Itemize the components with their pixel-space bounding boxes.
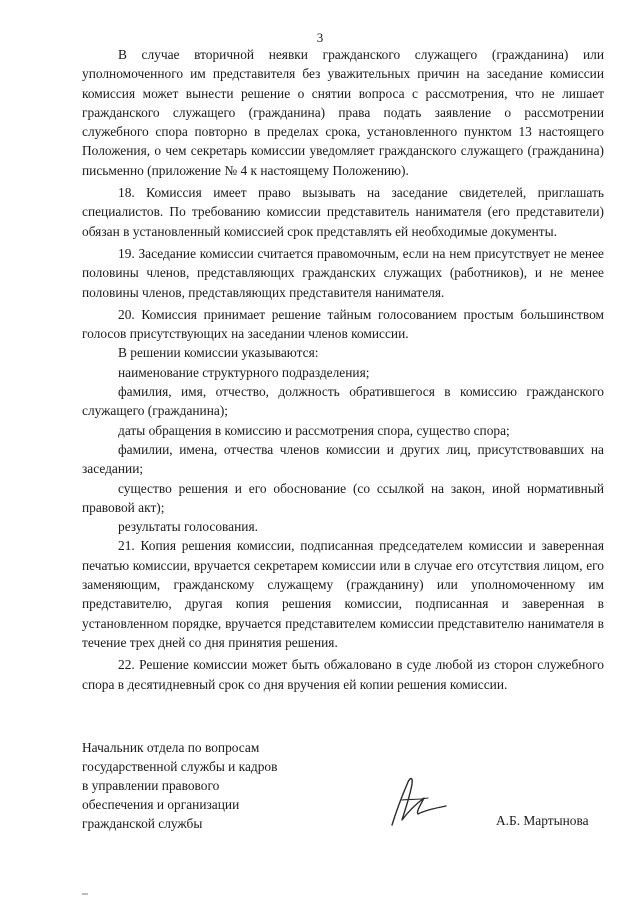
decision-item-substance: существо решения и его обоснование (со ссылкой на закон, иной нормативный правовой акт); [82, 480, 604, 515]
page-number: 3 [316, 30, 324, 45]
signatory-name: А.Б. Мартынова [496, 813, 589, 828]
signatory-title-line: государственной службы и кадров [82, 759, 278, 774]
paragraph-19: 19. Заседание комиссии считается правомочным, если на нем присутствует не менее половины членов, представляющих гражданских служащих (работников), и не менее половины членов, представляющих представителя нанимателя. [82, 245, 604, 300]
decision-item-department: наименование структурного подразделения; [118, 364, 370, 380]
scan-mark [82, 893, 88, 895]
handwritten-signature-icon [372, 770, 452, 830]
paragraph-18: 18. Комиссия имеет право вызывать на заседание свидетелей, приглашать специалистов. По требованию комиссии представитель нанимателя (его представители) обязан в установленный комиссией срок представлять ей необходимые документы. [82, 185, 604, 239]
decision-contents-heading: В решении комиссии указываются: [118, 345, 319, 361]
signatory-title-line: Начальник отдела по вопросам [82, 740, 260, 755]
paragraph-20: 20. Комиссия принимает решение тайным голосованием простым большинством голосов присутствующих на заседании членов комиссии. [82, 306, 604, 342]
signatory-title-line: обеспечения и организации [82, 797, 240, 812]
signatory-title [82, 738, 332, 833]
paragraph-21: 21. Копия решения комиссии, подписанная председателем комиссии и заверенная печатью комиссии, вручается секретарем комиссии или в случае его отсутствия лицом, его заменяющим, гражданскому служащему (гражданину) или уполномоченному им представителю, другая копия решения комиссии, подписанная и заверенная в установленном порядке, вручается представителем комиссии представителю нанимателя в течение трех дней со дня принятия решения. [82, 538, 604, 650]
decision-item-vote: результаты голосования. [118, 519, 258, 535]
signatory-title-line: в управлении правового [82, 778, 220, 793]
paragraph-22: 22. Решение комиссии может быть обжаловано в суде любой из сторон служебного спора в десятидневный срок со дня вручения ей копии решения комиссии. [82, 657, 604, 692]
decision-item-dates: даты обращения в комиссию и рассмотрения спора, существо спора; [118, 422, 510, 438]
document-body [82, 45, 604, 694]
paragraph-second-absence: В случае вторичной неявки гражданского служащего (гражданина) или уполномоченного им представителя без уважительных причин на заседание комиссии комиссия может вынести решение о снятии вопроса с рассмотрения, что не лишает гражданского служащего (гражданина) права подать заявление о рассмотрении служебного спора повторно в пределах срока, установленного пунктом 13 настоящего Положения, о чем секретарь комиссии уведомляет гражданского служащего (гражданина) письменно (приложение № 4 к настоящему Положению). [82, 47, 604, 178]
decision-item-applicant: фамилия, имя, отчество, должность обратившегося в комиссию гражданского служащего (гражданина); [82, 384, 604, 419]
decision-item-members: фамилии, имена, отчества членов комиссии и других лиц, присутствовавших на заседании; [82, 441, 604, 477]
signatory-title-line: гражданской службы [82, 816, 203, 831]
